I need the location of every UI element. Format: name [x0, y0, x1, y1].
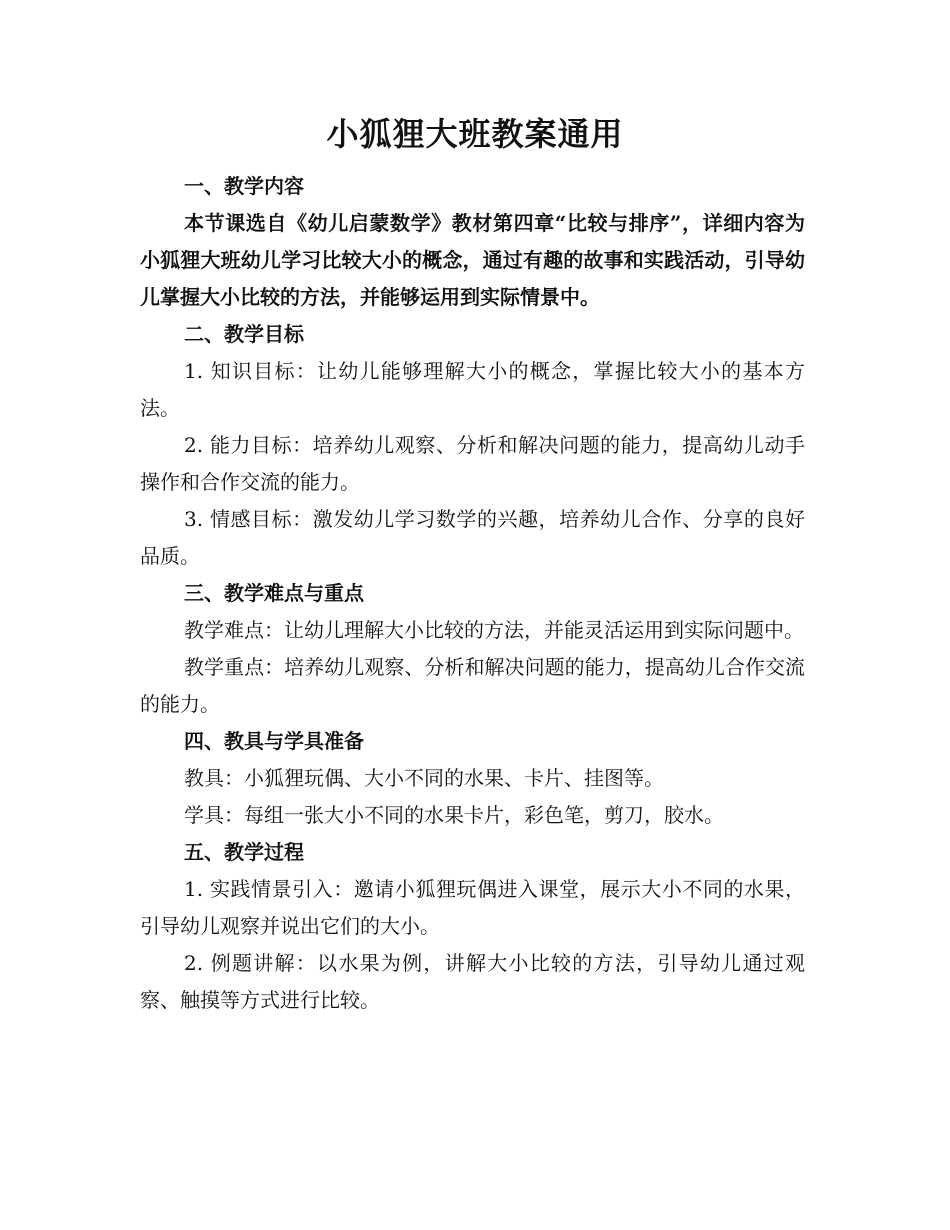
section-heading-objectives: 二、教学目标 [184, 322, 304, 346]
process-step-1: 1. 实践情景引入：邀请小狐狸玩偶进入课堂，展示大小不同的水果，引导幼儿观察并说出它们的大小。 [140, 877, 805, 938]
section-heading-materials: 四、教具与学具准备 [184, 729, 364, 753]
difficulty-paragraph: 教学难点：让幼儿理解大小比较的方法，并能灵活运用到实际问题中。 [184, 618, 804, 642]
objective-ability: 2. 能力目标：培养幼儿观察、分析和解决问题的能力，提高幼儿动手操作和合作交流的能力。 [140, 433, 805, 494]
section-heading-content: 一、教学内容 [184, 174, 304, 198]
key-point-paragraph: 教学重点：培养幼儿观察、分析和解决问题的能力，提高幼儿合作交流的能力。 [140, 655, 805, 716]
document-body [140, 168, 805, 1019]
objective-emotion: 3. 情感目标：激发幼儿学习数学的兴趣，培养幼儿合作、分享的良好品质。 [140, 507, 805, 568]
section-heading-process: 五、教学过程 [184, 840, 304, 864]
section-heading-difficulties: 三、教学难点与重点 [184, 581, 364, 605]
content-paragraph: 本节课选自《幼儿启蒙数学》教材第四章“比较与排序”，详细内容为小狐狸大班幼儿学习比较大小的概念，通过有趣的故事和实践活动，引导幼儿掌握大小比较的方法，并能够运用到实际情景中。 [140, 211, 805, 309]
process-step-2: 2. 例题讲解：以水果为例，讲解大小比较的方法，引导幼儿通过观察、触摸等方式进行比较。 [140, 951, 805, 1012]
learning-aids-paragraph: 学具：每组一张大小不同的水果卡片，彩色笔，剪刀，胶水。 [184, 803, 724, 827]
teaching-aids-paragraph: 教具：小狐狸玩偶、大小不同的水果、卡片、挂图等。 [184, 766, 664, 790]
objective-knowledge: 1. 知识目标：让幼儿能够理解大小的概念，掌握比较大小的基本方法。 [140, 359, 805, 420]
document-title: 小狐狸大班教案通用 [326, 115, 624, 153]
